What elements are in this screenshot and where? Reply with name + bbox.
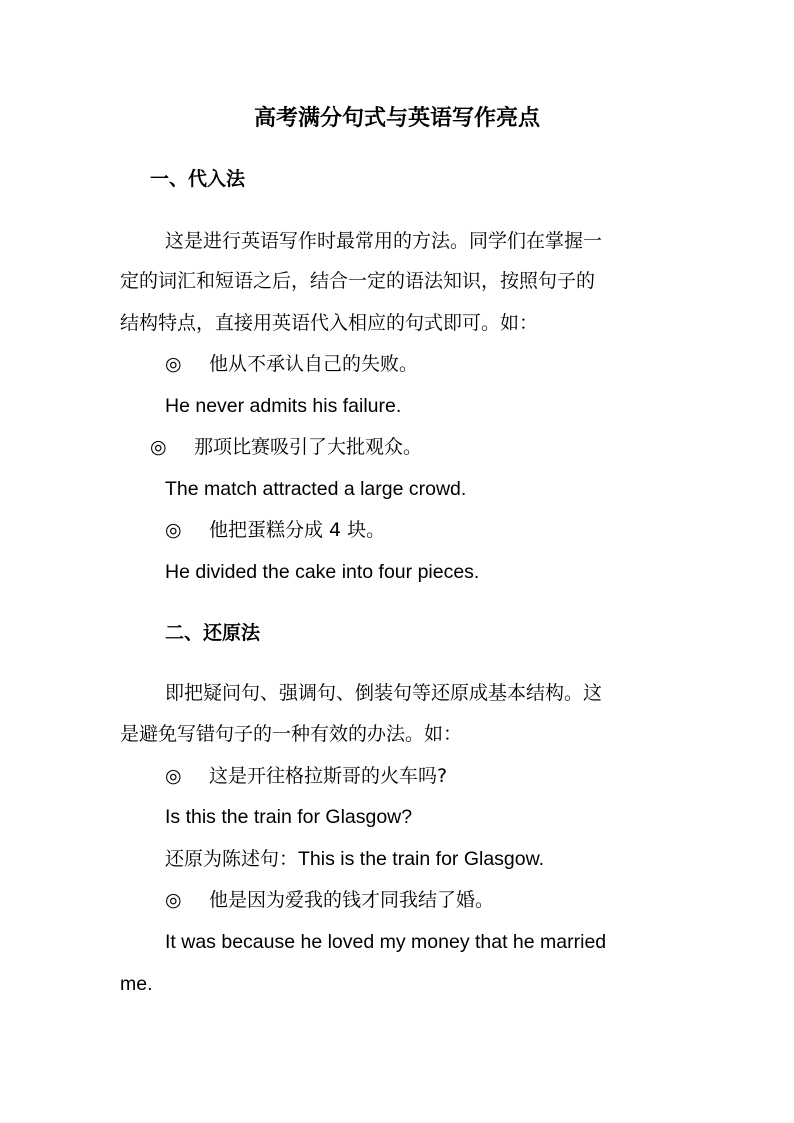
paragraph-line: 定的词汇和短语之后，结合一定的语法知识，按照句子的 <box>120 270 596 292</box>
restore-line <box>165 846 544 872</box>
circle-marker-icon: ◎ <box>165 353 182 375</box>
example-cn-text: 他是因为爱我的钱才同我结了婚。 <box>209 889 495 911</box>
circle-marker-icon: ◎ <box>165 889 182 911</box>
example-line-en: He divided the cake into four pieces. <box>165 561 480 583</box>
example-line-cn <box>165 351 418 377</box>
example-cn-text: 那项比赛吸引了大批观众。 <box>194 436 423 458</box>
example-line-cn <box>165 517 385 543</box>
example-line-cn <box>165 763 447 789</box>
paragraph-line: 结构特点，直接用英语代入相应的句式即可。如： <box>120 312 539 334</box>
section-heading-1: 一、代入法 <box>150 168 246 190</box>
paragraph-line: 这是进行英语写作时最常用的方法。同学们在掌握一 <box>165 230 603 252</box>
example-line-en: The match attracted a large crowd. <box>165 478 467 500</box>
example-cn-text: 这是开往格拉斯哥的火车吗? <box>209 765 448 787</box>
circle-marker-icon: ◎ <box>150 436 167 458</box>
paragraph-line: 是避免写错句子的一种有效的办法。如： <box>120 723 463 745</box>
example-line-en: He never admits his failure. <box>165 395 402 417</box>
circle-marker-icon: ◎ <box>165 765 182 787</box>
paragraph-line: 即把疑问句、强调句、倒装句等还原成基本结构。这 <box>165 682 603 704</box>
restore-label: 还原为陈述句： <box>165 848 299 870</box>
example-line-cn <box>150 434 422 460</box>
example-line-en: It was because he loved my money that he married <box>165 931 607 953</box>
example-line-en: Is this the train for Glasgow? <box>165 806 413 828</box>
example-line-cn <box>165 887 494 913</box>
example-line-en: me. <box>120 973 153 995</box>
restore-en-text: This is the train for Glasgow. <box>298 848 545 870</box>
example-cn-text: 他从不承认自己的失败。 <box>209 353 419 375</box>
document-title: 高考满分句式与英语写作亮点 <box>253 105 540 131</box>
example-cn-text: 他把蛋糕分成 4 块。 <box>209 519 386 541</box>
section-heading-2: 二、还原法 <box>165 622 261 644</box>
circle-marker-icon: ◎ <box>165 519 182 541</box>
